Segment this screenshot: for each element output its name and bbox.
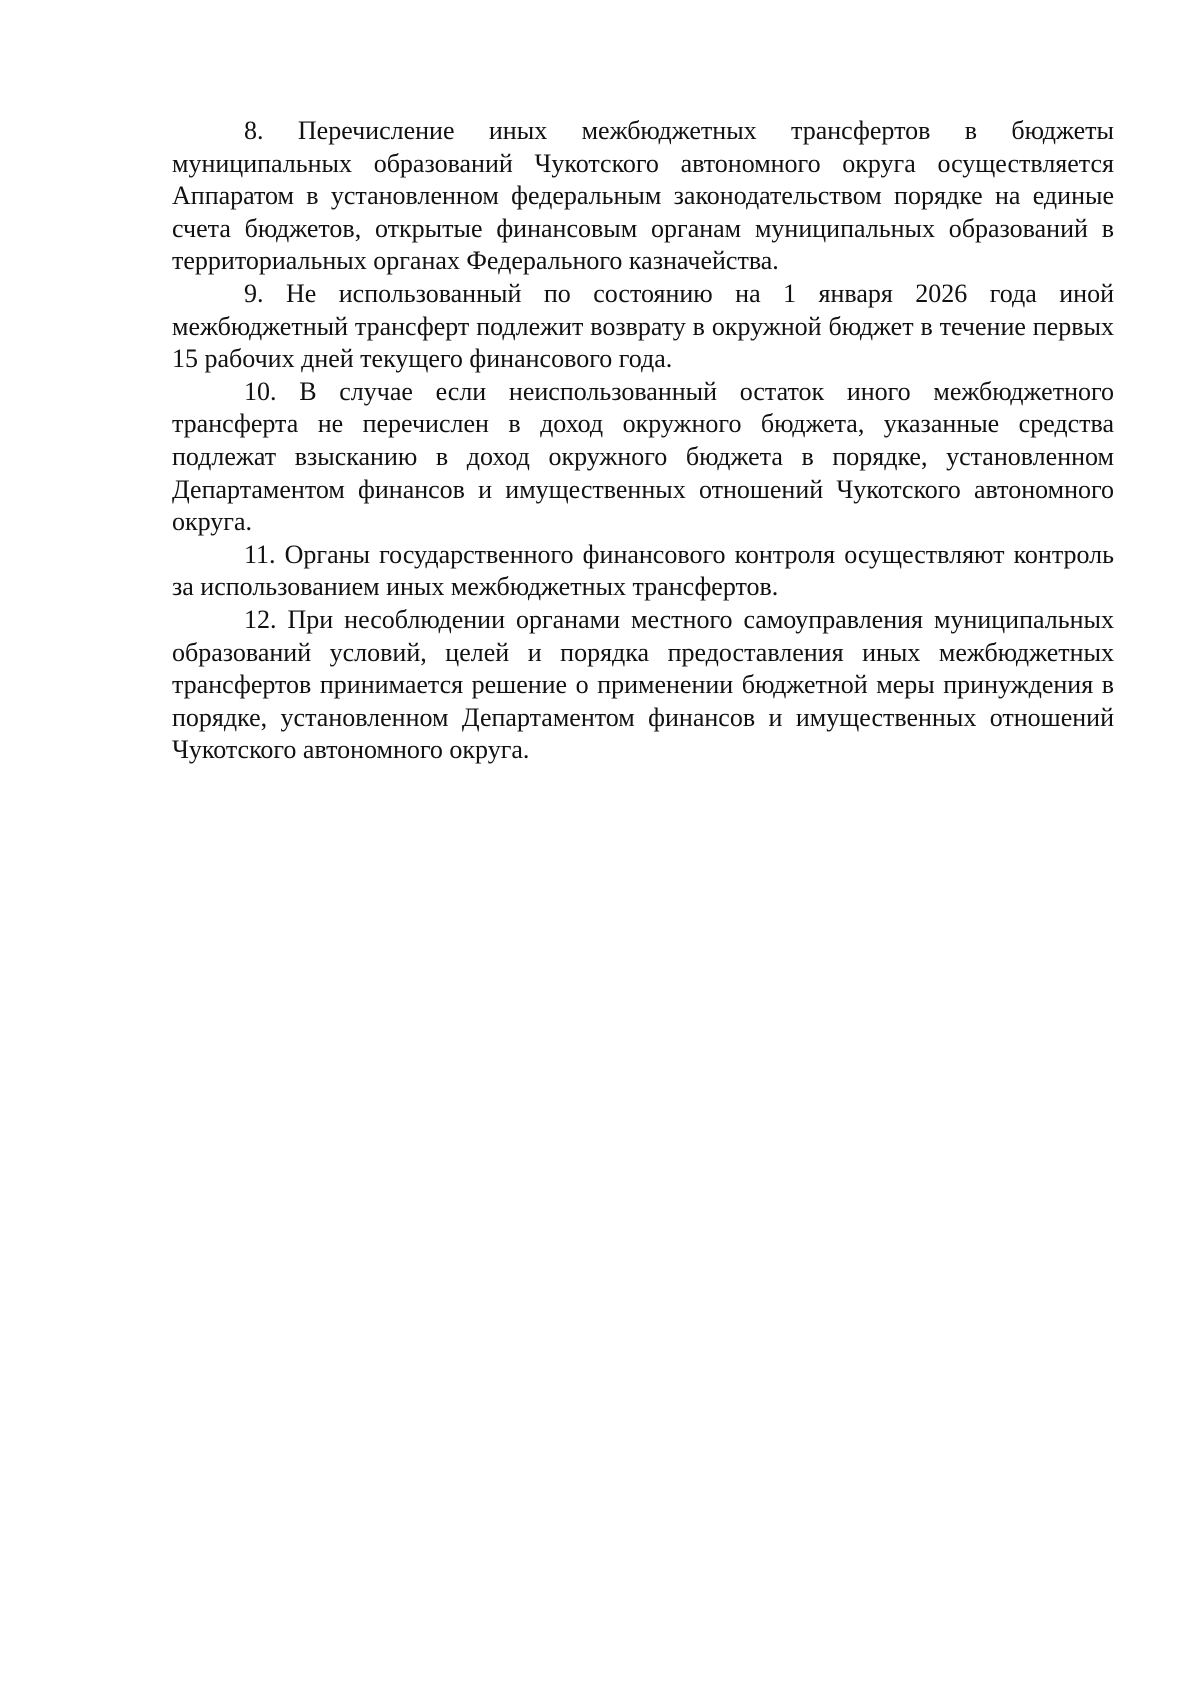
paragraph-8: 8. Перечисление иных межбюджетных трансфертов в бюджеты муниципальных образований Чукотского автономного округа осуществляется Аппаратом в установленном федеральным законодательством порядке на единые счета бюджетов, открытые финансовым органам муниципальных образований в территориальных органах Федерального казначейства. — [172, 116, 1114, 276]
paragraph-12: 12. При несоблюдении органами местного самоуправления муниципальных образований условий, целей и порядка предоставления иных межбюджетных трансфертов принимается решение о применении бюджетной меры принуждения в порядке, установленном Департаментом финансов и имущественных отношений Чукотского автономного округа. — [172, 604, 1114, 765]
document-body — [172, 115, 1114, 767]
paragraph-10: 10. В случае если неиспользованный остаток иного межбюджетного трансферта не перечислен в доход окружного бюджета, указанные средства подлежат взысканию в доход окружного бюджета в порядке, установленном Департаментом финансов и имущественных отношений Чукотского автономного округа. — [172, 376, 1114, 537]
paragraph-11: 11. Органы государственного финансового контроля осуществляют контроль за использованием иных межбюджетных трансфертов. — [172, 539, 1114, 602]
paragraph-9: 9. Не использованный по состоянию на 1 января 2026 года иной межбюджетный трансферт подлежит возврату в окружной бюджет в течение первых 15 рабочих дней текущего финансового года. — [172, 278, 1114, 374]
